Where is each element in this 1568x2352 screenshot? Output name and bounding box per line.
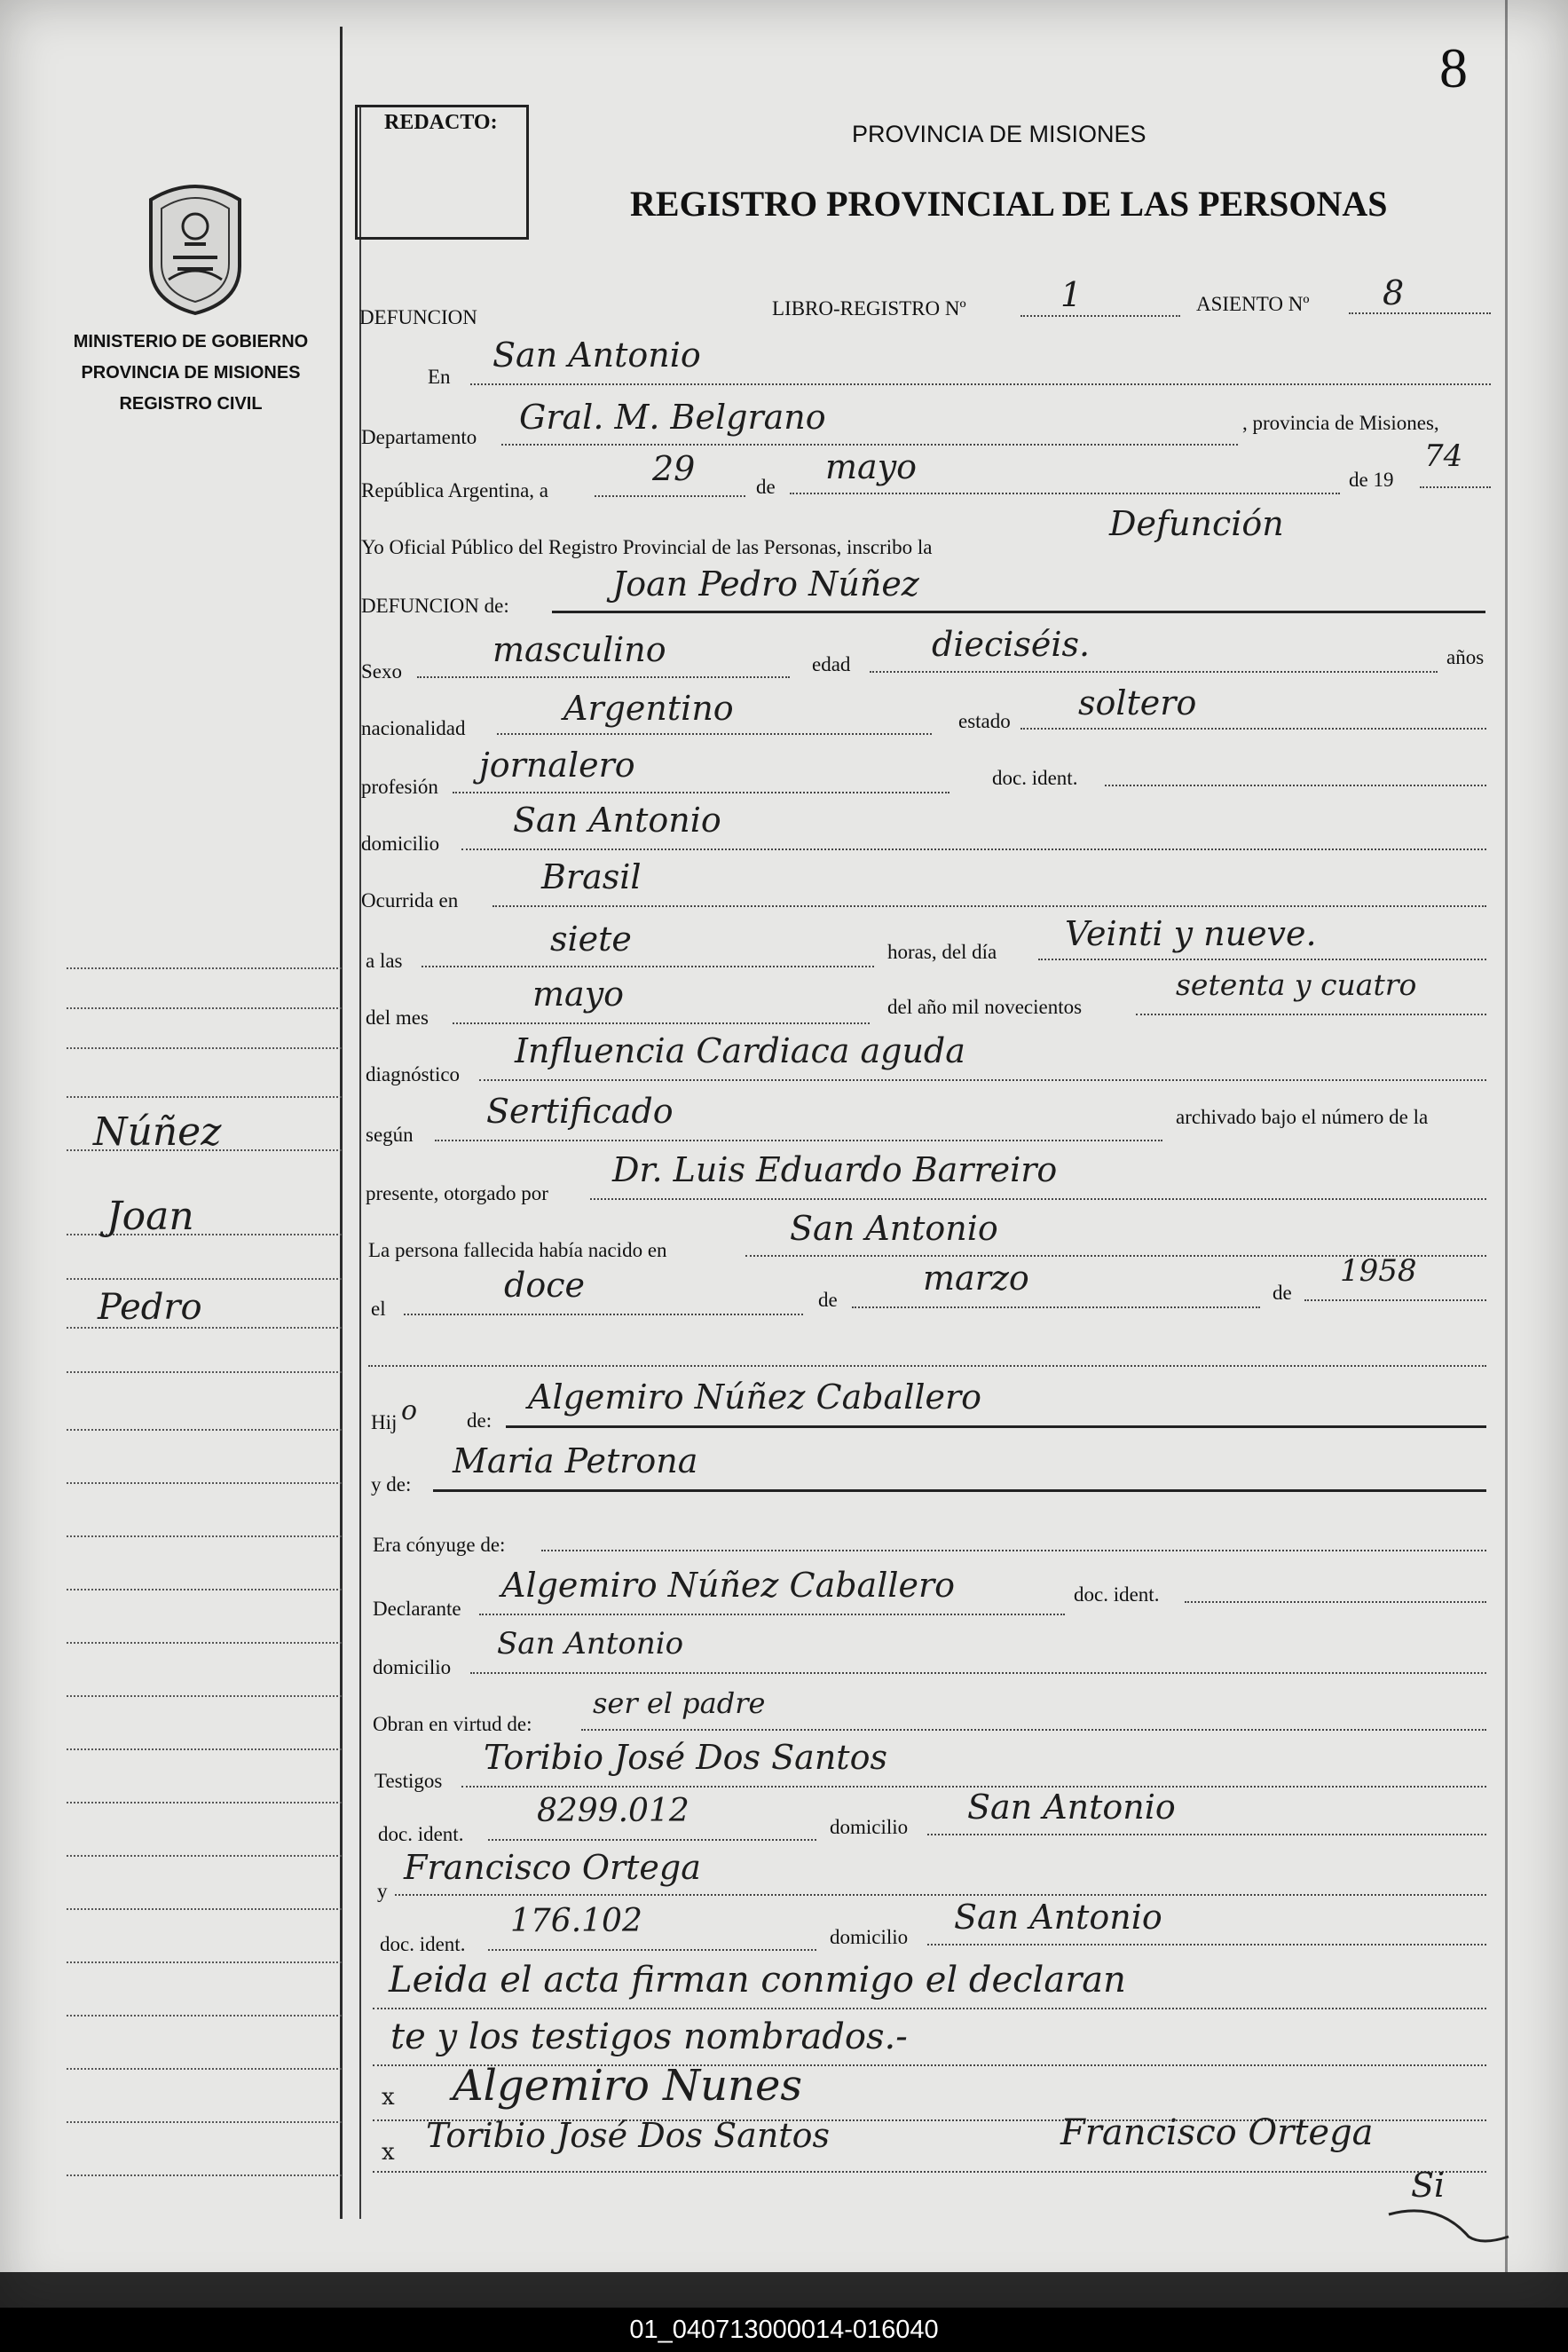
testigo2-doc-value: 176.102 [510, 1903, 642, 1939]
nacionalidad-label: nacionalidad [361, 717, 466, 739]
estado-label: estado [958, 710, 1011, 732]
margin-line [67, 1278, 342, 1280]
margin-line [67, 967, 342, 969]
margin-line [67, 1429, 342, 1431]
medico-line [590, 1198, 1486, 1200]
margin-line [67, 1047, 342, 1049]
firma4-value: Si [1411, 2166, 1446, 2205]
diagnostico-line [479, 1079, 1486, 1081]
padre-value: Algemiro Núñez Caballero [528, 1377, 982, 1417]
doc-ident-label: doc. ident. [992, 767, 1078, 789]
type-label: DEFUNCION [359, 306, 477, 328]
hora-value: siete [550, 919, 632, 959]
inscribo-value: Defunción [1109, 504, 1284, 543]
margin-line [67, 2015, 342, 2017]
el-label: el [371, 1298, 386, 1320]
y-de-label: y de: [371, 1473, 412, 1496]
margin-name-2: Pedro [98, 1287, 202, 1328]
horas-label: horas, del día [887, 941, 997, 963]
margin-line [67, 1371, 342, 1373]
defuncion-de-label: DEFUNCION de: [361, 595, 509, 617]
libro-label: LIBRO-REGISTRO Nº [772, 297, 966, 320]
ministry-line: MINISTERIO DE GOBIERNO [73, 332, 309, 351]
yo-label: Yo Oficial Público del Registro Provincial de las Personas, inscribo la [361, 536, 933, 558]
margin-line [67, 1589, 342, 1590]
edad-label: edad [812, 653, 851, 675]
departamento-value: Gral. M. Belgrano [519, 398, 826, 437]
en-label: En [428, 366, 451, 388]
del-ano-label: del año mil novecientos [887, 996, 1083, 1018]
sexo-line [417, 676, 790, 678]
republica-label: República Argentina, a [361, 479, 548, 501]
margin-divider [340, 27, 343, 2219]
en-line [470, 383, 1491, 385]
testigo2-dom-value: San Antonio [954, 1898, 1162, 1937]
margin-name: Joan [106, 1194, 194, 1239]
libro-line [1020, 315, 1180, 317]
departamento-line [501, 444, 1238, 446]
margin-line [67, 1855, 342, 1857]
medico-value: Dr. Luis Eduardo Barreiro [612, 1150, 1058, 1189]
asiento-value: 8 [1383, 273, 1405, 312]
asiento-line [1349, 312, 1491, 314]
ano-line [1420, 486, 1491, 488]
margin-line [67, 2068, 342, 2070]
form-divider [359, 107, 361, 2219]
margin-line [67, 1096, 342, 1098]
madre-value: Maria Petrona [453, 1441, 698, 1480]
margin-line [67, 1748, 342, 1750]
ocurrida-line [492, 905, 1486, 907]
testigos-label: Testigos [374, 1770, 443, 1792]
civil-registry-line: REGISTRO CIVIL [119, 394, 263, 414]
hora-line [422, 966, 874, 967]
nota1-value: Leida el acta firman conmigo el declaran [389, 1960, 1126, 2001]
sexo-value: masculino [492, 630, 666, 669]
estado-line [1020, 728, 1486, 730]
conyuge-line [541, 1550, 1486, 1551]
margin-line [67, 1802, 342, 1803]
obran-label: Obran en virtud de: [373, 1713, 532, 1735]
doc-ident-line [1105, 785, 1486, 786]
nacido-label: La persona fallecida había nacido en [368, 1239, 667, 1261]
archivado-label: archivado bajo el número de la [1176, 1106, 1429, 1128]
dia-value: 29 [652, 449, 696, 488]
declarante-label: Declarante [373, 1598, 461, 1620]
scan-bottom-band [0, 2272, 1568, 2308]
nacionalidad-line [497, 733, 932, 735]
redacto-label: REDACTO: [384, 111, 498, 134]
profesion-label: profesión [361, 776, 438, 798]
defuncion-de-line [552, 611, 1485, 613]
margin-line [67, 1908, 342, 1910]
dia-line [595, 495, 745, 497]
declarante-value: Algemiro Núñez Caballero [501, 1566, 956, 1605]
domicilio-label: domicilio [361, 833, 440, 855]
nacido-value: San Antonio [790, 1209, 998, 1248]
presente-label: presente, otorgado por [366, 1182, 548, 1204]
ministry-header [44, 327, 337, 420]
testigo1-value: Toribio José Dos Santos [484, 1738, 887, 1777]
ano-value: 74 [1424, 438, 1463, 474]
margin-line [67, 2174, 342, 2176]
margin-line [67, 1695, 342, 1697]
firma-x-2: x [382, 2139, 395, 2166]
de19-label: de 19 [1349, 469, 1394, 491]
ocurrida-value: Brasil [541, 857, 642, 896]
signature-flourish [1384, 2166, 1517, 2245]
registry-title: REGISTRO PROVINCIAL DE LAS PERSONAS [630, 184, 1388, 224]
profesion-line [453, 792, 949, 793]
hijo-label: Hij [371, 1411, 398, 1433]
nacionalidad-value: Argentino [563, 689, 734, 728]
testigo2-value: Francisco Ortega [404, 1848, 701, 1887]
libro-value: 1 [1060, 275, 1083, 314]
margin-surname: Núñez [93, 1109, 222, 1155]
firma-x-1: x [382, 2084, 395, 2111]
nac-mes-line [852, 1306, 1260, 1308]
hijo-suffix: o [401, 1395, 418, 1426]
nac-dia-value: doce [504, 1266, 585, 1305]
conyuge-label: Era cónyuge de: [373, 1534, 506, 1556]
province-line: PROVINCIA DE MISIONES [81, 363, 301, 383]
testigo2-doc-line [488, 1949, 816, 1951]
page-edge [1505, 0, 1508, 2272]
en-value: San Antonio [492, 335, 701, 375]
dia-texto-line [1038, 959, 1486, 960]
nac-dia-line [404, 1314, 803, 1315]
domicilio-line [461, 848, 1486, 850]
firma-line-2 [373, 2171, 1486, 2173]
margin-line [67, 2121, 342, 2123]
de2-label: de [818, 1289, 838, 1311]
dec-doc-label: doc. ident. [1074, 1583, 1160, 1606]
mes-value: mayo [825, 447, 918, 486]
firma3-value: Francisco Ortega [1060, 2112, 1374, 2153]
provincial-seal-icon [133, 173, 257, 315]
margin-line [67, 1482, 342, 1484]
ano-texto-line [1136, 1014, 1486, 1015]
dec-domicilio-value: San Antonio [497, 1626, 684, 1661]
obran-line [581, 1729, 1486, 1731]
segun-value: Sertificado [486, 1092, 674, 1131]
anos-label: años [1446, 646, 1485, 668]
nac-mes-value: marzo [923, 1259, 1029, 1298]
dia-texto-value: Veinti y nueve. [1065, 914, 1317, 953]
testigo1-doc-value: 8299.012 [537, 1793, 689, 1829]
nac-ano-value: 1958 [1340, 1253, 1417, 1289]
y-label: y [377, 1880, 388, 1902]
redacto-box [355, 105, 529, 240]
ano-texto-value: setenta y cuatro [1176, 967, 1417, 1002]
padre-line [506, 1425, 1486, 1428]
domicilio-value: San Antonio [513, 801, 721, 840]
mes-line [790, 493, 1340, 494]
margin-line [67, 1007, 342, 1009]
dec-domicilio-label: domicilio [373, 1656, 452, 1678]
fallecido-value: Joan Pedro Núñez [612, 564, 919, 604]
testigo2-dom-line [927, 1944, 1486, 1946]
madre-line [433, 1489, 1486, 1492]
diagnostico-label: diagnóstico [366, 1063, 461, 1085]
edad-value: dieciséis. [932, 625, 1091, 664]
testigo1-dom-line [927, 1834, 1486, 1835]
nota1-line [373, 2008, 1486, 2009]
ocurrida-label: Ocurrida en [361, 889, 459, 912]
profesion-value: jornalero [479, 746, 635, 785]
asiento-label: ASIENTO Nº [1196, 293, 1310, 315]
diagnostico-value: Influencia Cardiaca aguda [515, 1031, 965, 1070]
a-las-label: a las [366, 950, 403, 972]
page-number: 8 [1439, 36, 1468, 99]
testigo1-dom-value: San Antonio [967, 1788, 1176, 1827]
province-title: PROVINCIA DE MISIONES [852, 121, 1146, 147]
testigo2-doc-label: doc. ident. [380, 1933, 466, 1955]
del-mes-label: del mes [366, 1006, 429, 1029]
segun-line [435, 1140, 1162, 1141]
de3-label: de [1273, 1282, 1292, 1304]
nac-ano-line [1304, 1299, 1486, 1301]
firma1-value: Algemiro Nunes [453, 2061, 802, 2111]
testigo2-dom-label: domicilio [830, 1926, 909, 1948]
testigo1-doc-line [488, 1839, 816, 1841]
mes-muerte-line [453, 1022, 870, 1024]
departamento-label: Departamento [361, 426, 477, 448]
de-label: de [756, 476, 776, 498]
declarante-line [479, 1614, 1065, 1615]
testigo1-doc-label: doc. ident. [378, 1823, 464, 1845]
estado-value: soltero [1078, 683, 1197, 722]
nota2-value: te y los testigos nombrados.- [390, 2017, 908, 2057]
testigo2-line [395, 1894, 1486, 1896]
margin-line [67, 1535, 342, 1537]
hijo-de-label: de: [467, 1409, 492, 1432]
segun-label: según [366, 1124, 414, 1146]
obran-value: ser el padre [593, 1686, 766, 1720]
firma2-value: Toribio José Dos Santos [426, 2116, 830, 2155]
mes-muerte-value: mayo [532, 975, 625, 1014]
testigo1-dom-label: domicilio [830, 1816, 909, 1838]
sexo-label: Sexo [361, 660, 402, 683]
dec-domicilio-line [470, 1672, 1486, 1674]
margin-line [67, 1642, 342, 1644]
margin-line [67, 1961, 342, 1963]
footer-id: 01_040713000014-016040 [0, 2308, 1568, 2352]
provincia-label: , provincia de Misiones, [1242, 412, 1439, 434]
dec-doc-line [1185, 1601, 1486, 1603]
blank-line [368, 1365, 1486, 1367]
edad-line [870, 671, 1438, 673]
